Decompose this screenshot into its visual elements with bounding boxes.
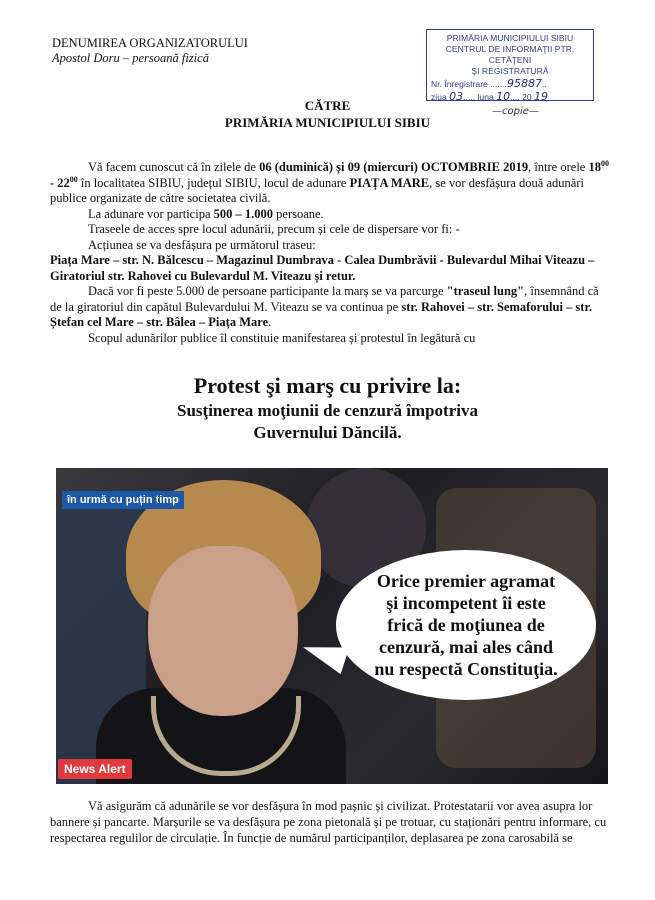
protest-title [0, 372, 655, 444]
stamp-day-label: ziua [431, 92, 447, 102]
paragraph-route: Piața Mare – str. N. Bălcescu – Magazinul Dumbrava - Calea Dumbrăvii - Bulevardul Mihai Viteazu – Giratoriul str. Rahovei cu Bulevardul M. Viteazu și retur. [50, 253, 595, 283]
bottom-paragraph [50, 798, 610, 846]
organizer-name: Apostol Doru – persoană fizică [52, 51, 209, 65]
stamp-reg-label: Nr. Înregistrare [431, 79, 488, 89]
stamp-date-row: ziua 03..... luna 10.... 20 19 [431, 90, 549, 103]
news-alert-badge: News Alert [58, 759, 132, 779]
stamp-line2: CENTRUL DE INFORMAŢII PTR. CETĂŢENI [445, 44, 575, 65]
stamp-day: 03 [449, 90, 464, 103]
paragraph-assurance: Vă asigurăm că adunările se vor desfășura în mod pașnic și civilizat. Protestatarii vor avea asupra lor bannere și pancarte. Marșurile se va desfășura pe zona pietonală și pe trotuar, cu staționări pentru informare, cu respectarea regulilor de circulație. În funcție de numărul participanților, deplasarea pe zona carosabilă se [50, 799, 607, 845]
addressee-line2: PRIMĂRIA MUNICIPIULUI SIBIU [224, 115, 431, 130]
paragraph-route-intro: Acțiunea se va desfășura pe următorul traseu: [88, 237, 316, 252]
person-face [148, 546, 298, 716]
paragraph-dates: Vă facem cunoscut că în zilele de 06 (duminică) și 09 (miercuri) OCTOMBRIE 2019, între orele $18^{00} - 22^{00}$ în localitatea SIBIU, județul SIBIU, locul de adunare PIAȚA MARE, se vor desfășura două adunări publice organizate de către societatea civilă. [50, 159, 609, 205]
stamp-month: 10 [496, 90, 511, 103]
stamp-year: 19 [534, 90, 549, 103]
organizer-heading: DENUMIREA ORGANIZATORULUI [52, 36, 248, 50]
organizer-block [52, 36, 248, 66]
paragraph-long-route: Dacă vor fi peste 5.000 de persoane participante la marș se va parcurge "traseul lung", însemnând că de la giratoriul din capătul Bulevardului M. Viteazu se va continua pe str. Rahovei – str. Semaforului – str. Ștefan cel Mare – str. Bâlea – Piața Mare. [50, 284, 599, 329]
notice-body [50, 160, 610, 346]
news-photo [56, 468, 608, 784]
speech-bubble-text: Orice premier agramat şi incompetent îi este frică de moţiunea de cenzură, mai ales când nu respectă Constituţia. [374, 571, 558, 679]
copy-note: —copie— [492, 106, 539, 117]
paragraph-participants: La adunare vor participa 500 – 1.000 persoane. [88, 206, 324, 221]
stamp-line1: PRIMĂRIA MUNICIPIULUI SIBIU [446, 33, 574, 43]
news-caption: în urmă cu puțin timp [62, 491, 184, 509]
stamp-month-label: luna [477, 92, 494, 102]
addressee-line1: CĂTRE [304, 98, 351, 113]
paragraph-access-routes: Traseele de acces spre locul adunării, precum și cele de dispersare vor fi: - [88, 222, 460, 236]
speech-bubble [336, 550, 596, 700]
stamp-registration-row: Nr. Înregistrare .......95887.. [431, 77, 547, 90]
stamp-year-label: 20 [522, 92, 532, 102]
addressee-block [0, 97, 655, 131]
registration-stamp [426, 29, 594, 101]
title-line3: Guvernului Dăncilă. [253, 423, 402, 442]
paragraph-purpose: Scopul adunărilor publice îl constituie manifestarea și protestul în legătură cu [88, 330, 476, 345]
stamp-line3: ŞI REGISTRATURĂ [471, 66, 549, 76]
title-line1: Protest şi marş cu privire la: [193, 373, 462, 398]
stamp-reg-number: 95887 [506, 77, 542, 90]
title-line2: Susţinerea moţiunii de cenzură împotriva [177, 401, 478, 420]
